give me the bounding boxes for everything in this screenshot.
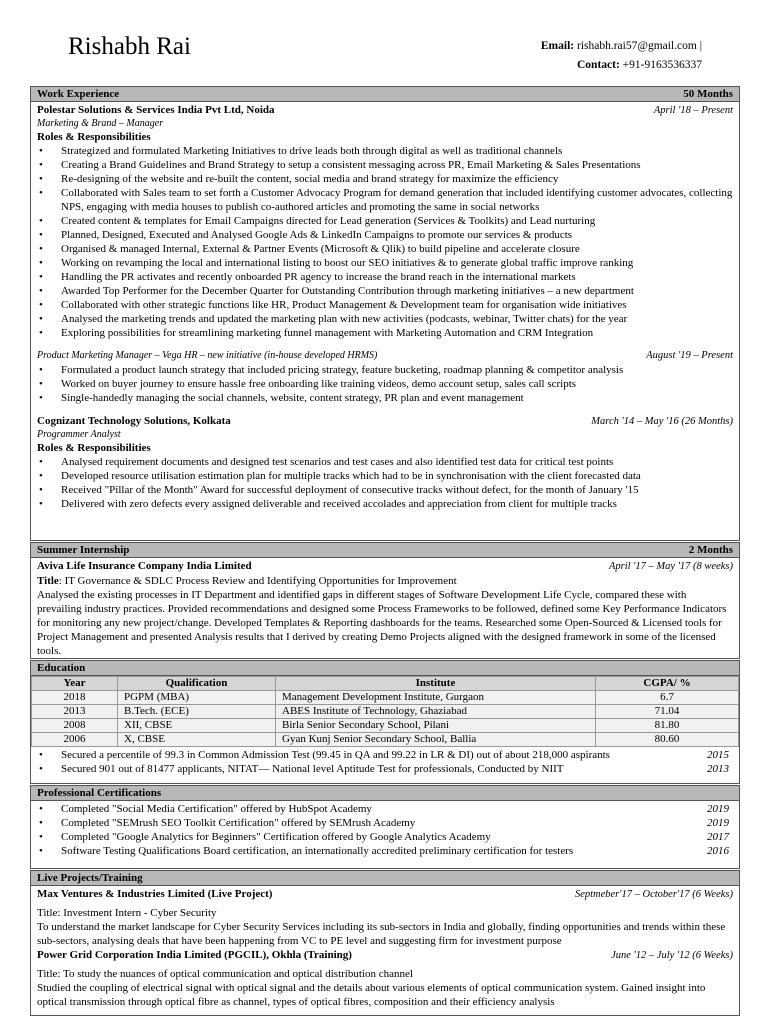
certification-text: • Software Testing Qualifications Board certification, an internationally accredited preliminary certification for testers: [61, 845, 574, 857]
certification-year: 2017: [707, 831, 729, 843]
vega-responsibilities: [37, 363, 733, 405]
table-cell: 6.7: [596, 691, 739, 705]
certification-year: 2019: [707, 817, 729, 829]
list-item: • Single-handedly managing the social channels, website, content strategy, PR plan and event management: [37, 391, 733, 405]
certification-text: • Completed "Google Analytics for Beginners" Certification offered by Google Analytics Academy: [61, 831, 491, 843]
list-item: [37, 762, 733, 776]
table-cell: 2008: [32, 719, 118, 733]
achievement-year: 2015: [707, 749, 729, 761]
list-item: • Organised & managed Internal, External & Partner Events (Microsoft & Qlik) to build pipeline and accelerate closure: [37, 242, 733, 256]
table-cell: Birla Senior Secondary School, Pilani: [276, 719, 596, 733]
achievement-year: 2013: [707, 763, 729, 775]
contact-label: Contact:: [577, 59, 620, 71]
list-item: • Collaborated with other strategic functions like HR, Product Management & Development team for organisation wide initiatives: [37, 298, 733, 312]
list-item: • Created content & templates for Email Campaigns directed for Lead generation (Services & Toolkits) and Lead nurturing: [37, 214, 733, 228]
list-item: • Analysed the marketing trends and updated the marketing plan with new activities (podcasts, webinar, Twitter chats) for the year: [37, 312, 733, 326]
section-title: Professional Certifications: [37, 787, 162, 799]
education-table: [31, 676, 739, 747]
column-header: Qualification: [118, 677, 276, 691]
list-item: • Worked on buyer journey to ensure hassle free onboarding like training videos, demo account setup, sales call scripts: [37, 377, 733, 391]
internship-section: [30, 542, 740, 659]
list-item: • Re-designing of the website and re-built the content, social media and brand strategy for maximize the efficiency: [37, 172, 733, 186]
column-header: CGPA/ %: [596, 677, 739, 691]
table-cell: B.Tech. (ECE): [118, 705, 276, 719]
certifications-heading: [31, 786, 739, 801]
projects-section: [30, 870, 740, 1016]
list-item: • Awarded Top Performer for the December Quarter for Outstanding Contribution through marketing initiatives – a new department: [37, 284, 733, 298]
job-role: Product Marketing Manager – Vega HR – new initiative (in-house developed HRMS): [37, 350, 378, 361]
job-role: Programmer Analyst: [37, 429, 121, 440]
certifications-section: [30, 785, 740, 869]
achievement-text: • Secured a percentile of 99.3 in Common Admission Test (99.45 in QA and 99.22 in LR & DI) out of about 218,000 aspirants: [61, 749, 610, 761]
project-org: Max Ventures & Industries Limited (Live Project): [37, 888, 273, 900]
table-row: [32, 719, 739, 733]
table-cell: Gyan Kunj Senior Secondary School, Ballia: [276, 733, 596, 747]
table-cell: PGPM (MBA): [118, 691, 276, 705]
projects-heading: [31, 871, 739, 886]
table-cell: 81.80: [596, 719, 739, 733]
achievement-text: • Secured 901 out of 81477 applicants, NITAT— National level Aptitude Test for professionals, Conducted by NIIT: [61, 763, 564, 775]
certification-text: • Completed "SEMrush SEO Toolkit Certification" offered by SEMrush Academy: [61, 817, 416, 829]
education-heading: [31, 661, 739, 676]
internship-description: Analysed the existing processes in IT Department and identified gaps in different stages of Software Development Life Cycle, compared these with prevailing industry practices. Provided recommendations and designed some Process Frameworks to be followed, defined some Key Performance Indicators for monitoring any new project/change. Developed Templates & Reporting dashboards for the teams. Researched some Open-Sourced & Licensed tools for Project Management and presented Analysis results that I derived by creating Demo Projects aligned with the designed framework in some of the licensed tools.: [37, 589, 727, 657]
contact-block: [541, 37, 702, 75]
list-item: • Creating a Brand Guidelines and Brand Strategy to setup a consistent messaging across PR, Email Marketing & Sales Presentations: [37, 158, 733, 172]
project-org: Power Grid Corporation India Limited (PGCIL), Okhla (Training): [37, 949, 352, 961]
table-cell: X, CBSE: [118, 733, 276, 747]
polestar-responsibilities: [37, 144, 733, 340]
table-row: [32, 705, 739, 719]
table-cell: 2018: [32, 691, 118, 705]
employer-polestar: Polestar Solutions & Services India Pvt Ltd, Noida: [37, 104, 275, 116]
table-cell: 2013: [32, 705, 118, 719]
internship-date: April '17 – May '17 (8 weeks): [608, 561, 733, 572]
project-date: Septmeber'17 – October'17 (6 Weeks): [574, 889, 733, 900]
internship-title-label: Title: [37, 575, 59, 587]
certification-year: 2016: [707, 845, 729, 857]
list-item: • Received "Pillar of the Month" Award for successful deployment of consecutive tracks without defect, for the month of January '15: [37, 483, 733, 497]
work-experience-heading: [31, 87, 739, 102]
list-item: [37, 830, 733, 844]
list-item: • Analysed requirement documents and designed test scenarios and test cases and also identified test data for critical test points: [37, 455, 733, 469]
list-item: • Strategized and formulated Marketing Initiatives to drive leads both through digital as well as traditional channels: [37, 144, 733, 158]
education-achievements: [37, 748, 733, 776]
list-item: • Exploring possibilities for streamlining marketing funnel management with Marketing Automation and CRM Integration: [37, 326, 733, 340]
project-description: Studied the coupling of electrical signal with optical signal and the details about various elements of optical communication system. Gained insight into optical transmission through optical fibre as channel, types of optical fibres, composition and their efficiency analysis: [37, 982, 706, 1008]
list-item: [37, 748, 733, 762]
section-title: Work Experience: [37, 88, 120, 100]
project-date: June '12 – July '12 (6 Weeks): [611, 950, 733, 961]
section-title: Education: [37, 662, 86, 674]
list-item: [37, 844, 733, 858]
table-cell: ABES Institute of Technology, Ghaziabad: [276, 705, 596, 719]
certification-text: • Completed "Social Media Certification" offered by HubSpot Academy: [61, 803, 372, 815]
employment-date: August '19 – Present: [646, 350, 733, 361]
list-item: • Developed resource utilisation estimation plan for multiple tracks which had to be in synchronisation with the client forecasted data: [37, 469, 733, 483]
work-experience-section: [30, 86, 740, 541]
list-item: • Formulated a product launch strategy that included pricing strategy, feature bucketing, roadmap planning & competitor analysis: [37, 363, 733, 377]
table-row: [32, 691, 739, 705]
column-header: Institute: [276, 677, 596, 691]
certification-year: 2019: [707, 803, 729, 815]
list-item: • Working on revamping the local and international listing to boost our SEO initiatives & to generate global traffic improve ranking: [37, 256, 733, 270]
list-item: • Delivered with zero defects every assigned deliverable and received accolades and appreciation from client for multiple tracks: [37, 497, 733, 511]
roles-heading: Roles & Responsibilities: [37, 442, 151, 454]
column-header: Year: [32, 677, 118, 691]
internship-company: Aviva Life Insurance Company India Limited: [37, 560, 252, 572]
table-cell: Management Development Institute, Gurgaon: [276, 691, 596, 705]
table-cell: 71.04: [596, 705, 739, 719]
table-cell: 80.60: [596, 733, 739, 747]
project-title: Title: To study the nuances of optical communication and optical distribution channel: [37, 968, 413, 980]
internship-heading: [31, 543, 739, 558]
email-label: Email:: [540, 40, 575, 52]
candidate-name: Rishabh Rai: [68, 33, 191, 60]
email-separator: |: [699, 40, 702, 52]
resume-header: [30, 0, 738, 86]
project-description: To understand the market landscape for Cyber Security Services including its sub-sectors in India and globally, finding opportunities and trends within these sub-sectors, analysing deals that have been happening from VC to PE level and suggesting firm for investment purpose: [37, 921, 726, 947]
project-title: Title: Investment Intern - Cyber Security: [37, 907, 217, 919]
internship-title: : IT Governance & SDLC Process Review and Identifying Opportunities for Improvement: [58, 575, 457, 587]
list-item: • Planned, Designed, Executed and Analysed Google Ads & LinkedIn Campaigns to promote our services & products: [37, 228, 733, 242]
list-item: • Handling the PR activates and recently onboarded PR agency to increase the brand reach in the international markets: [37, 270, 733, 284]
section-duration: 50 Months: [683, 88, 733, 100]
roles-heading: Roles & Responsibilities: [37, 131, 151, 143]
certifications-list: [37, 802, 733, 858]
education-section: [30, 660, 740, 784]
section-title: Summer Internship: [37, 544, 130, 556]
list-item: [37, 802, 733, 816]
email-value[interactable]: rishabh.rai57@gmail.com: [577, 40, 697, 52]
employment-date: April '18 – Present: [653, 105, 733, 116]
table-cell: 2006: [32, 733, 118, 747]
section-title: Live Projects/Training: [37, 872, 143, 884]
table-cell: XII, CBSE: [118, 719, 276, 733]
job-role: Marketing & Brand – Manager: [37, 118, 164, 129]
list-item: • Collaborated with Sales team to set forth a Customer Advocacy Program for demand generation that included identifying customer advocates, collecting NPS, engaging with media houses to publish co-authored articles and promoting the same in social networks: [37, 186, 733, 214]
employer-cognizant: Cognizant Technology Solutions, Kolkata: [37, 415, 231, 427]
contact-value: +91-9163536337: [622, 59, 702, 71]
table-row: [32, 733, 739, 747]
list-item: [37, 816, 733, 830]
section-duration: 2 Months: [688, 544, 733, 556]
employment-date: March '14 – May '16 (26 Months): [591, 416, 733, 427]
cognizant-responsibilities: [37, 455, 733, 511]
